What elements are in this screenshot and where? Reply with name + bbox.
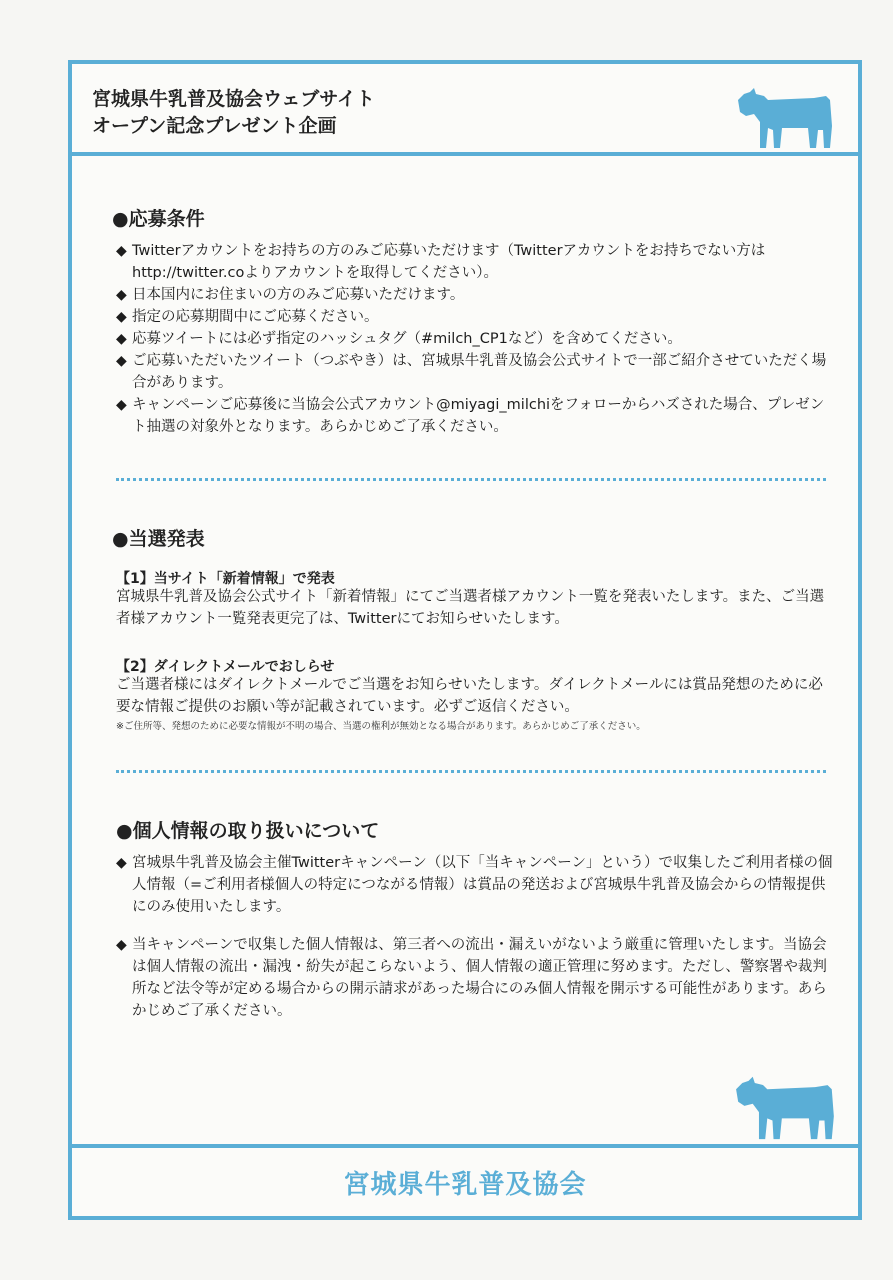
list-item: ◆ 当キャンペーンで収集した個人情報は、第三者への流出・漏えいがないよう厳重に管理いたします。当協会は個人情報の流出・漏洩・紛失が起こらないよう、個人情報の適正管理に努めます。ただし、警察署や裁判所など法令等が定める場合からの開示請求があった場合にのみ個人情報を開示する可能性があります。あらかじめご了承ください。 [116,934,836,1022]
list-item: ◆ Twitterアカウントをお持ちの方のみご応募いただけます（Twitterアカウントをお持ちでない方はhttp://twitter.coよりアカウントを取得してください）。 [116,240,836,284]
section-divider [116,478,826,481]
list-item: ◆ 指定の応募期間中にご応募ください。 [116,306,836,328]
conditions-title: ●応募条件 [112,208,205,230]
list-item: ◆ キャンペーンご応募後に当協会公式アカウント@miyagi_milchiをフォローからハズされた場合、プレゼント抽選の対象外となります。あらかじめご了承ください。 [116,394,836,438]
list-item: ◆ 日本国内にお住まいの方のみご応募いただけます。 [116,284,836,306]
header-title [92,86,375,140]
header [72,64,858,156]
privacy-list [116,852,836,1022]
announcement-note: ※ご住所等、発想のために必要な情報が不明の場合、当選の権利が無効となる場合があります。あらかじめご了承ください。 [116,721,646,732]
list-item: ◆ 応募ツイートには必ず指定のハッシュタグ（#milch_CP1など）を含めてください。 [116,328,836,350]
announcement-title: ●当選発表 [112,528,205,550]
list-item: ◆ 宮城県牛乳普及協会主催Twitterキャンペーン（以下「当キャンペーン」という）で収集したご利用者様の個人情報（=ご利用者様個人の特定につながる情報）は賞品の発送および宮城県牛乳普及協会からの情報提供にのみ使用いたします。 [116,852,836,918]
flyer-frame [68,60,862,1220]
list-item: ◆ ご応募いただいたツイート（つぶやき）は、宮城県牛乳普及協会公式サイトで一部ご紹介させていただく場合があります。 [116,350,836,394]
footer-org-name: 宮城県牛乳普及協会 [343,1169,587,1200]
announcement-sub1-title: 【1】当サイト「新着情報」で発表 [116,571,335,587]
header-title-line1: 宮城県牛乳普及協会ウェブサイト [92,88,375,110]
cow-icon [734,1074,838,1144]
cow-icon [736,86,836,152]
announcement-sub2-title: 【2】ダイレクトメールでおしらせ [116,659,335,675]
privacy-title: ●個人情報の取り扱いについて [116,820,380,842]
header-title-line2: オープン記念プレゼント企画 [92,115,337,137]
announcement-sub2-text: ご当選者様にはダイレクトメールでご当選をお知らせいたします。ダイレクトメールには賞品発想のために必要な情報ご提供のお願い等が記載されています。必ずご返信ください。 [116,677,823,715]
section-divider [116,770,826,773]
conditions-list [116,240,836,438]
footer [72,1144,858,1216]
announcement-sub1-text: 宮城県牛乳普及協会公式サイト「新着情報」にてご当選者様アカウント一覧を発表いたします。また、ご当選者様アカウント一覧発表更完了は、Twitterにてお知らせいたします。 [116,589,825,627]
